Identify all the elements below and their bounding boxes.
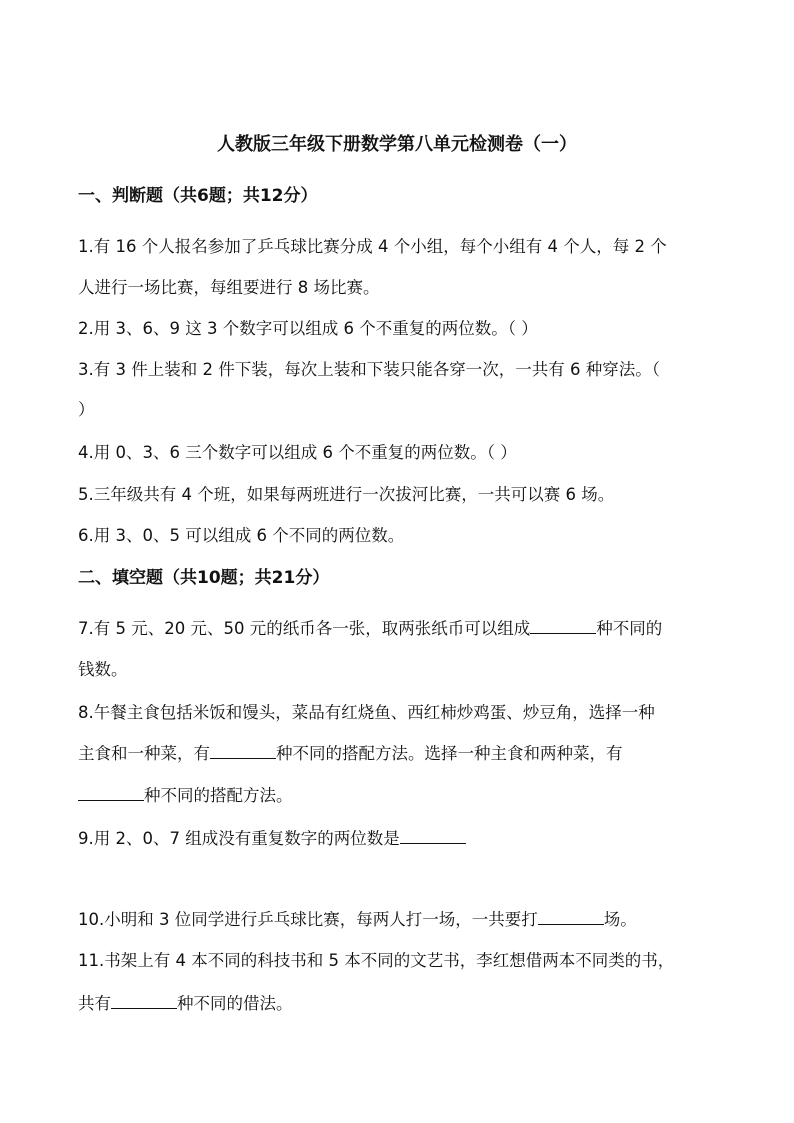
question-11-text-a: 共有 [78, 994, 111, 1013]
page-title: 人教版三年级下册数学第八单元检测卷（一） [217, 134, 577, 155]
question-3-line-1: 3.有 3 件上装和 2 件下装，每次上装和下装只能各穿一次，一共有 6 种穿法。（ [78, 360, 660, 379]
question-10 [78, 907, 718, 933]
question-8-text-b: 种不同的搭配方法。选择一种主食和两种菜，有 [276, 744, 623, 763]
answer-blank[interactable] [530, 617, 596, 634]
question-11-text-b: 种不同的借法。 [177, 994, 293, 1013]
question-5: 5.三年级共有 4 个班，如果每两班进行一次拔河比赛，一共可以赛 6 场。 [78, 485, 615, 504]
question-6: 6.用 3、0、5 可以组成 6 个不同的两位数。 [78, 526, 405, 545]
question-4: 4.用 0、3、6 三个数字可以组成 6 个不重复的两位数。（ ） [78, 443, 517, 462]
question-8-text-c: 种不同的搭配方法。 [144, 786, 293, 805]
question-8-line-1: 8.午餐主食包括米饭和馒头，菜品有红烧鱼、西红柿炒鸡蛋、炒豆角，选择一种 [78, 703, 655, 722]
answer-blank[interactable] [78, 784, 144, 801]
question-1-line-2: 人进行一场比赛，每组要进行 8 场比赛。 [78, 278, 380, 297]
question-8-line-3 [78, 783, 718, 809]
section-heading-fill-in: 二、填空题（共10题；共21分） [78, 568, 330, 588]
question-7-text-b: 种不同的 [596, 619, 663, 638]
question-9-text: 9.用 2、0、7 组成没有重复数字的两位数是 [78, 829, 400, 848]
answer-blank[interactable] [210, 742, 276, 759]
question-7-line-1 [78, 616, 718, 642]
answer-blank[interactable] [111, 992, 177, 1009]
question-7-line-2: 钱数。 [78, 660, 128, 679]
question-10-text-b: 场。 [603, 910, 637, 929]
question-10-text-a: 10.小明和 3 位同学进行乒乓球比赛，每两人打一场，一共要打 [78, 910, 538, 929]
question-1-line-1: 1.有 16 个人报名参加了乒乓球比赛分成 4 个小组，每个小组有 4 个人，每 2 个 [78, 237, 667, 256]
question-11-line-1: 11.书架上有 4 本不同的科技书和 5 本不同的文艺书，李红想借两本不同类的书， [78, 951, 675, 970]
question-8-text-a: 主食和一种菜，有 [78, 744, 210, 763]
question-7-text-a: 7.有 5 元、20 元、50 元的纸币各一张，取两张纸币可以组成 [78, 619, 531, 638]
question-11-line-2 [78, 991, 718, 1017]
question-8-line-2 [78, 741, 718, 767]
question-2: 2.用 3、6、9 这 3 个数字可以组成 6 个不重复的两位数。（ ） [78, 319, 538, 338]
answer-blank[interactable] [400, 827, 466, 844]
question-3-line-2: ） [78, 400, 95, 419]
section-heading-judgement: 一、判断题（共6题；共12分） [78, 186, 318, 206]
answer-blank[interactable] [538, 908, 604, 925]
question-9 [78, 826, 718, 852]
